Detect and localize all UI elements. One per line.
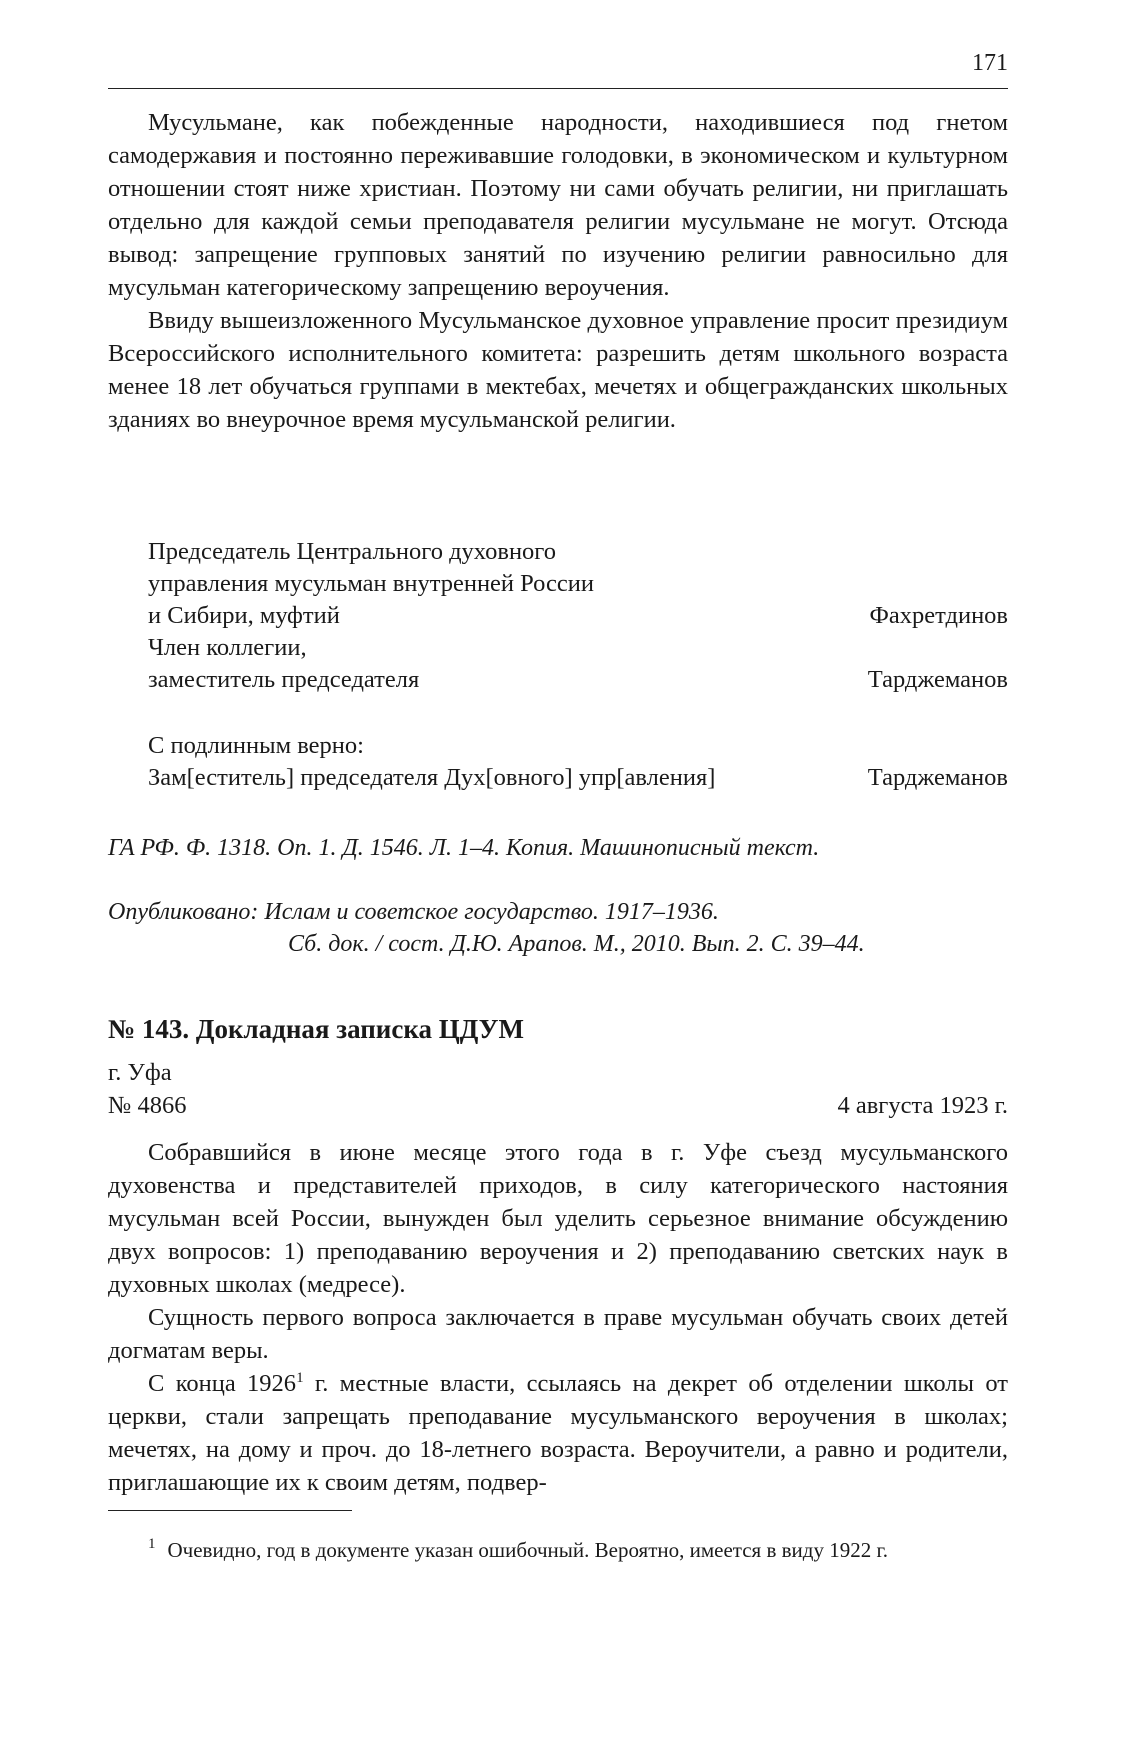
archive-reference: ГА РФ. Ф. 1318. Оп. 1. Д. 1546. Л. 1–4. Копия. Машинописный текст. <box>108 835 820 861</box>
signature-line: и Сибири, муфтий Фахретдинов <box>148 600 1008 632</box>
document-city: г. Уфа <box>108 1059 172 1086</box>
signature-line: Председатель Центрального духовного <box>148 538 556 565</box>
signature-line: заместитель председателя Тарджеманов <box>148 664 1008 696</box>
document-date: 4 августа 1923 г. <box>837 1092 1008 1119</box>
paragraph: С конца 1926$^1$ г. местные власти, ссылаясь на декрет об отделении школы от церкви, стали запрещать преподавание мусульманского вероучения в школах; мечетях, на дому и проч. до 18-летнего возраста. Вероучители, а равно и родители, приглашающие их к своим детям, подвер- <box>108 1370 1008 1496</box>
signature-line: управления мусульман внутренней России <box>148 570 595 597</box>
footnote-mark: 1 <box>148 1536 156 1552</box>
paragraph: Мусульмане, как побежденные народности, находившиеся под гнетом самодержавия и постоянно переживавшие голодовки, в экономическом и культурном отношении стоят ниже христиан. Поэтому ни сами обучать религии, ни приглашать отдельно для каждой семьи преподавателя религии мусульмане не могут. Отсюда вывод: запрещение групповых занятий по изучению религии равносильно для мусульман категорическому запрещению вероучения. <box>108 109 1008 301</box>
paragraph: Собравшийся в июне месяце этого года в г. Уфе съезд мусульманского духовенства и представителей приходов, в силу категорического настояния мусульман всей России, вынужден был уделить серьезное внимание обсуждению двух вопросов: 1) преподаванию вероучения и 2) преподаванию светских наук в духовных школах (медресе). <box>108 1139 1008 1298</box>
signatory-name: Фахретдинов <box>869 602 1008 629</box>
signatory-name: Тарджеманов <box>867 764 1008 791</box>
header-rule <box>108 88 1008 89</box>
paragraph: Ввиду вышеизложенного Мусульманское духовное управление просит президиум Всероссийского исполнительного комитета: разрешить детям школьного возраста менее 18 лет обучаться группами в мектебах, мечетях и общегражданских школьных зданиях во внеурочное время мусульманской религии. <box>108 307 1008 433</box>
certified-label: С подлинным верно: <box>148 732 364 759</box>
document-body <box>108 1136 1008 1499</box>
top-text-block <box>108 106 1008 436</box>
paragraph: Сущность первого вопроса заключается в праве мусульман обучать своих детей догматам веры. <box>108 1304 1008 1364</box>
document-number-date <box>108 1089 1008 1122</box>
footnote-rule <box>108 1510 352 1511</box>
page-number: 171 <box>972 50 1008 76</box>
publication-reference: Опубликовано: Ислам и советское государство. 1917–1936. <box>108 899 719 925</box>
signature-line: Член коллегии, <box>148 634 307 661</box>
document-title: № 143. Докладная записка ЦДУМ <box>108 1014 524 1044</box>
footnote: $^1$ Очевидно, год в документе указан ошибочный. Вероятно, имеется в виду 1922 г. <box>148 1536 888 1562</box>
certified-line: Зам[еститель] председателя Дух[овного] упр[авления] Тарджеманов <box>148 762 1008 794</box>
publication-reference: Сб. док. / сост. Д.Ю. Арапов. М., 2010. Вып. 2. С. 39–44. <box>288 931 865 957</box>
footnote-reference[interactable]: 1 <box>296 1370 304 1386</box>
document-number: № 4866 <box>108 1092 187 1119</box>
signatory-name: Тарджеманов <box>867 666 1008 693</box>
